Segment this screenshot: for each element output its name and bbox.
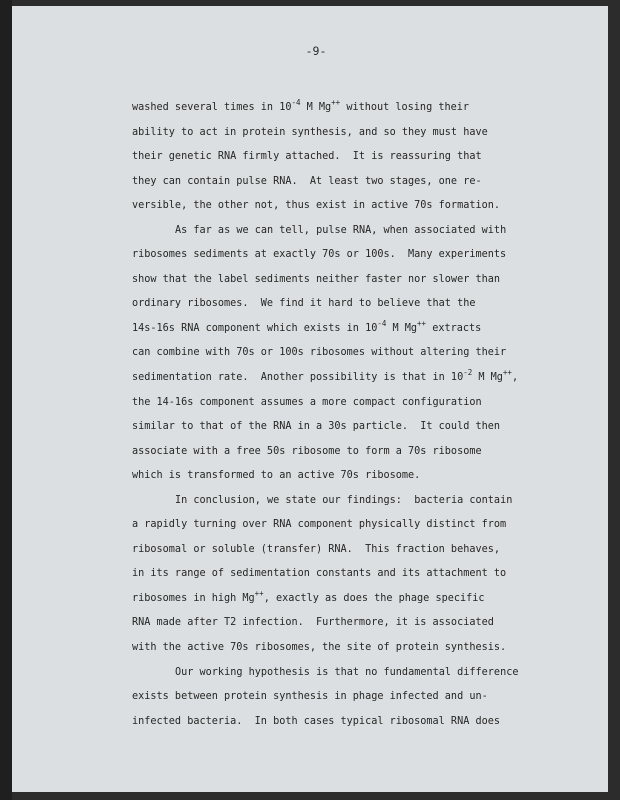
text-run: ability to act in protein synthesis, and so they must have: [132, 126, 488, 138]
text-line: [132, 587, 592, 612]
text-line: [132, 292, 592, 317]
text-run: 14s-16s RNA component which exists in 10: [132, 322, 378, 334]
text-run: M Mg: [300, 102, 332, 113]
text-run: In conclusion, we state our findings: bacteria contain: [175, 494, 513, 506]
superscript: -4: [377, 318, 387, 328]
text-run: M Mg: [472, 372, 503, 384]
text-line: [132, 661, 592, 686]
text-run: As far as we can tell, pulse RNA, when associated with: [175, 224, 507, 236]
text-run: can combine with 70s or 100s ribosomes without altering their: [132, 347, 507, 359]
superscript: ++: [331, 97, 341, 107]
text-line: [132, 366, 592, 391]
text-run: they can contain pulse RNA. At least two stages, one re-: [132, 175, 482, 187]
text-line: [132, 145, 592, 170]
text-line: [132, 317, 592, 342]
document-page: [12, 6, 608, 792]
text-run: sedimentation rate. Another possibility is that in 10: [132, 372, 464, 384]
text-line: [132, 538, 592, 563]
superscript: ++: [502, 367, 512, 377]
text-line: [132, 464, 592, 489]
text-run: ribosomal or soluble (transfer) RNA. This fraction behaves,: [132, 543, 501, 555]
text-run: ribosomes in high Mg: [132, 592, 255, 604]
text-run: similar to that of the RNA in a 30s particle. It could then: [132, 421, 501, 433]
text-run: which is transformed to an active 70s ribosome.: [132, 470, 421, 482]
text-line: [132, 121, 592, 146]
text-run: the 14-16s component assumes a more compact configuration: [132, 396, 482, 408]
page-number-text: -9-: [305, 44, 327, 58]
page-number: [12, 44, 608, 58]
text-line: [132, 489, 592, 514]
text-line: [132, 611, 592, 636]
text-run: M Mg: [386, 322, 418, 334]
text-run: show that the label sediments neither faster nor slower than: [132, 273, 501, 285]
body-text: [132, 96, 592, 734]
text-line: [132, 219, 592, 244]
text-line: [132, 513, 592, 538]
text-run: , exactly as does the phage specific: [263, 592, 485, 604]
text-line: [132, 636, 592, 661]
superscript: ++: [417, 318, 427, 328]
text-line: [132, 170, 592, 195]
text-run: with the active 70s ribosomes, the site of protein synthesis.: [132, 642, 507, 654]
text-line: [132, 194, 592, 219]
superscript: ++: [254, 588, 264, 598]
text-line: [132, 341, 592, 366]
text-run: Our working hypothesis is that no fundamental difference: [175, 666, 519, 678]
superscript: -4: [291, 97, 301, 107]
text-line: [132, 268, 592, 293]
text-run: washed several times in 10: [132, 102, 292, 113]
text-line: [132, 96, 592, 121]
text-run: exists between protein synthesis in phage infected and un-: [132, 691, 488, 703]
text-run: extracts: [426, 322, 482, 334]
text-run: ,: [511, 372, 519, 384]
text-run: versible, the other not, thus exist in active 70s formation.: [132, 200, 501, 212]
text-run: their genetic RNA firmly attached. It is reassuring that: [132, 151, 482, 163]
text-line: [132, 685, 592, 710]
text-line: [132, 440, 592, 465]
text-run: ribosomes sediments at exactly 70s or 100s. Many experiments: [132, 249, 507, 261]
text-run: associate with a free 50s ribosome to form a 70s ribosome: [132, 445, 482, 457]
text-run: a rapidly turning over RNA component physically distinct from: [132, 519, 507, 531]
text-run: without losing their: [340, 102, 470, 113]
text-line: [132, 562, 592, 587]
scan-border: [0, 0, 12, 800]
text-run: RNA made after T2 infection. Furthermore, it is associated: [132, 617, 494, 629]
text-run: in its range of sedimentation constants and its attachment to: [132, 568, 507, 580]
text-line: [132, 243, 592, 268]
text-run: infected bacteria. In both cases typical ribosomal RNA does: [132, 715, 501, 727]
text-line: [132, 391, 592, 416]
text-line: [132, 710, 592, 735]
superscript: -2: [463, 367, 473, 377]
text-run: ordinary ribosomes. We find it hard to believe that the: [132, 298, 476, 310]
text-line: [132, 415, 592, 440]
